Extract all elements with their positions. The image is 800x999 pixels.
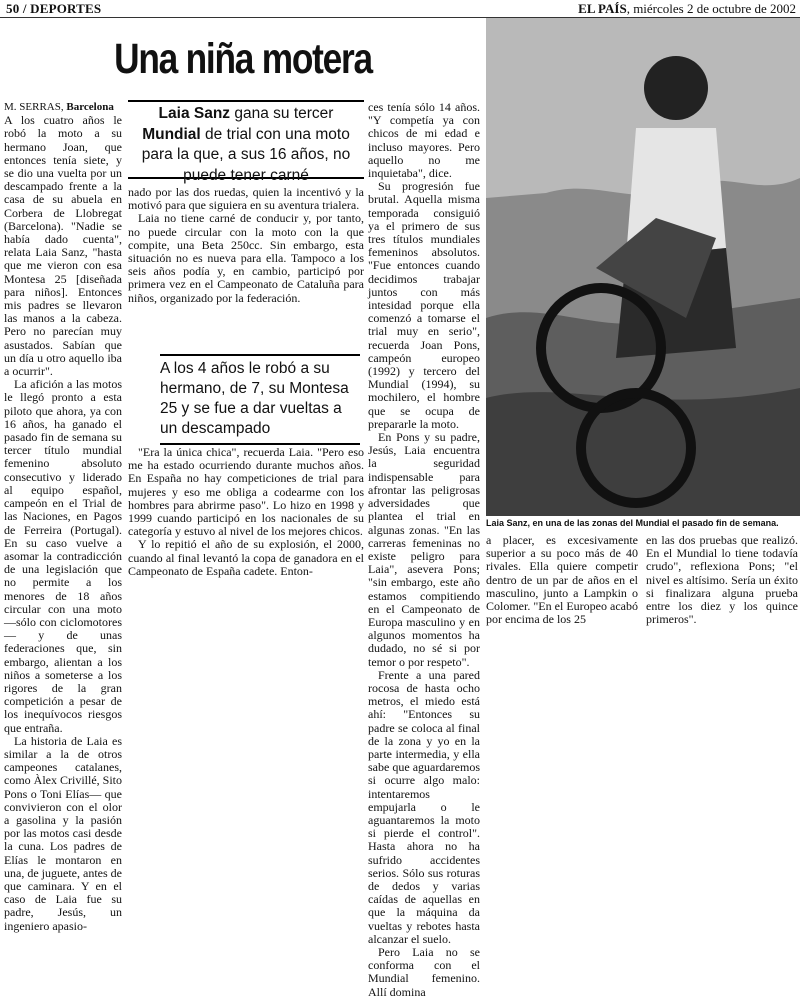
- paragraph: Y lo repitió el año de su explosión, el 2000, cuando al final levantó la copa de ganadora en el Campeonato de España cadete. Enton-: [128, 537, 364, 578]
- byline: M. SERRAS, Barcelona: [4, 101, 114, 113]
- paragraph: A los cuatro años le robó la moto a su hermano Joan, que entonces tenía siete, y se dio una vuelta por un descampado frente a la casa de su abuela en Corbera de Llobregat (Barcelona). "Nadie se había dado cuenta", relata Laia Sanz, "hasta que me vieron con esa Montesa 25 [diseñada para niños]. Entonces mis padres se llevaron las manos a la cabeza. Pero no parecían muy asustados. Sabían que un día u otro aquello iba a ocurrir".: [4, 113, 122, 379]
- paragraph: nado por las dos ruedas, quien la incentivó y la motivó para que siguiera en su aventura trialera.: [128, 185, 364, 213]
- column-3: [368, 101, 480, 999]
- pull-quote: A los 4 años le robó a su hermano, de 7, su Montesa 25 y se fue a dar vueltas a un descampado: [160, 354, 360, 445]
- paragraph: Su progresión fue brutal. Aquella misma temporada consiguió ya el primero de sus tres títulos mundiales femeninos absolutos. "Fue entonces cuando decidimos trabajar juntos con más intesidad porque ella comenzó a tomarse el trial muy en serio", recuerda Joan Pons, campeón europeo (1992) y tercero del Mundial (1994), su mochilero, el hombre que se ocupa de prepararle la moto.: [368, 179, 480, 431]
- issue-date: , miércoles 2 de octubre de 2002: [626, 1, 796, 16]
- column-2: [128, 186, 364, 305]
- paragraph: "Era la única chica", recuerda Laia. "Pero eso me ha estado ocurriendo durante muchos años. En España no hay competiciones de trial para mujeres y eso me obliga a codearme con los hombres para abrirme paso". Lo hizo en 1998 y 1999 cuando participó en los nacionales de su categoría y estuvo al nivel de los mejores chicos.: [128, 445, 364, 539]
- paragraph: La historia de Laia es similar a la de otros campeones catalanes, como Àlex Crivillé, Sito Pons o Toni Elías— que convivieron con el olor a gasolina y la pasión por las motos casi desde la cuna. Los padres de Elías le montaron en una, de juguete, antes de que caminara. Y en el caso de Laia fue su padre, Jesús, un ingeniero apasio-: [4, 733, 122, 933]
- paragraph: La afición a las motos le llegó pronto a esta piloto que ahora, ya con 16 años, ha ganado el pasado fin de semana su tercer título mundial femenino absoluto consecutivo y liderado al equipo español, campeón en el Trial de las Naciones, en Pagos de Ferreira (Portugal). En su caso vuelve a asomar la contradicción de una legislación que no permite a los menores de 18 años circular con una moto —sólo con ciclomotores— y de unas federaciones que, sin embargo, alientan a los niños a someterse a los rigores de la gran competición a pesar de los inequívocos riesgos que entraña.: [4, 377, 122, 735]
- paragraph: Laia no tiene carné de conducir y, por tanto, no puede circular con la moto con la que compite, una Beta 250cc. Sin embargo, esta situación no es nueva para ella. Tampoco a los seis años podía y, en cambio, participó por primera vez en el Campeonato de Cataluña para niños, organizado por la federación.: [128, 211, 364, 305]
- headline: Una niña motera: [114, 35, 372, 83]
- paragraph: Pero Laia no se conforma con el Mundial femenino. Allí domina: [368, 945, 480, 999]
- deck: Laia Sanz gana su tercer Mundial de trial con una moto para la que, a sus 16 años, no puede tener carné: [128, 100, 364, 179]
- section-label: 50 / DEPORTES: [6, 1, 102, 16]
- column-5: [646, 534, 798, 626]
- photo-trial-rider: [486, 18, 800, 516]
- deck-name: Laia Sanz: [158, 105, 231, 122]
- column-4: [486, 534, 638, 626]
- newspaper-name: EL PAÍS: [578, 1, 627, 16]
- photo-illustration: [486, 18, 800, 516]
- paragraph: Frente a una pared rocosa de hasta ocho metros, el miedo está ahí: "Entonces su padre se coloca al final de la zona y yo en la parte intermedia, y ella sabe que aguardaremos si ocurre algo malo: intentaremos empujarla o le aguantaremos la moto si pierde el control". Hasta ahora no ha sufrido accidentes serios. Sólo sus roturas de dedos y varias caídas de aquellas en que la máquina da vueltas y rebotes hasta alcanzar el suelo.: [368, 667, 480, 946]
- column-1: [4, 101, 122, 933]
- paragraph: En Pons y su padre, Jesús, Laia encuentra la seguridad indispensable para afrontar las peligrosas adversidades que plantea el trial en algunas zonas. "En las carreras femeninas no existe peligro para Laia", asevera Pons; "sin embargo, este año estamos compitiendo en el Campeonato de Europa masculino y en algunos momentos ha dudado, no sé si por temor o por respeto".: [368, 430, 480, 669]
- photo-caption: Laia Sanz, en una de las zonas del Mundial el pasado fin de semana.: [486, 518, 779, 528]
- paragraph: ces tenía sólo 14 años. "Y competía ya con chicos de mi edad e incluso mayores. Pero aquello no me inquietaba", dice.: [368, 100, 480, 181]
- masthead-date: [578, 1, 796, 17]
- paragraph: a placer, es excesivamente superior a su poco más de 40 rivales. Ella quiere competir dentro de un par de años en el masculino, junto a Lampkin o Colomer. "En el Europeo acabó por encima de los 25: [486, 533, 638, 627]
- column-2b: [128, 446, 364, 578]
- paragraph: en las dos pruebas que realizó. En el Mundial lo tiene todavía crudo", reflexiona Pons; "el nivel es altísimo. Sería un éxito si finalizara alguna prueba entre los diez y los quince primeros".: [646, 533, 798, 627]
